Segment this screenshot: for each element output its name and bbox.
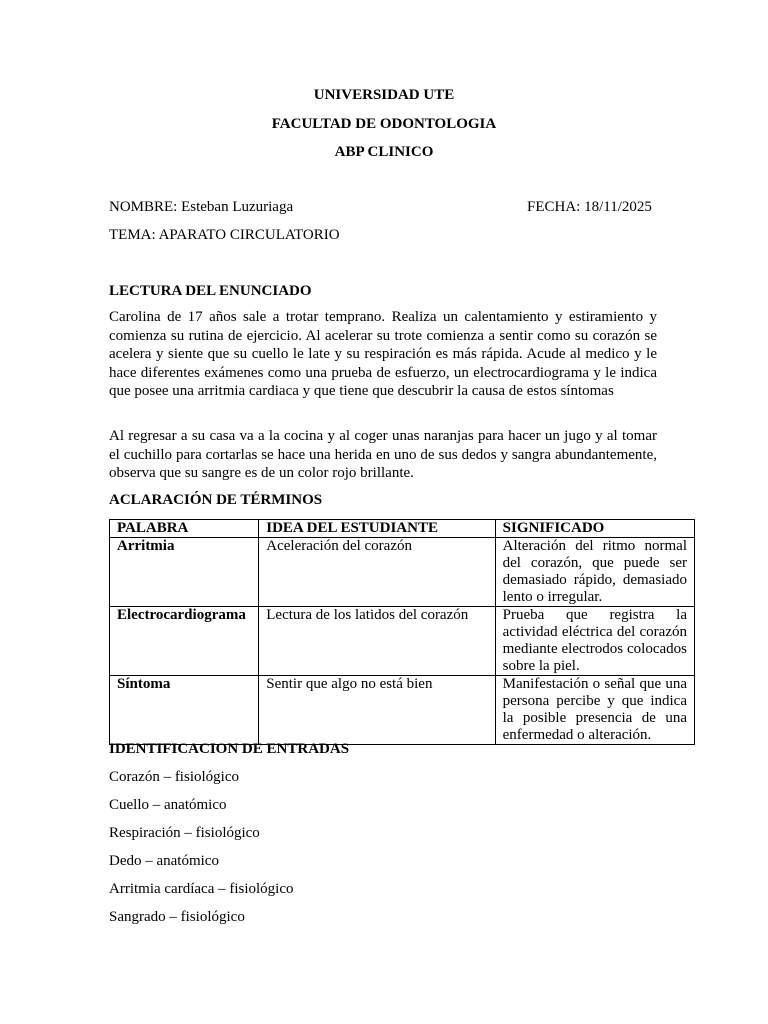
reading-paragraph-2: Al regresar a su casa va a la cocina y al coger unas naranjas para hacer un jugo y al tomar el cuchillo para cortarlas se hace una herida en uno de sus dedos y sangra abundantemente, observa que su sangre es de un color rojo brillante. <box>109 428 657 482</box>
document-topic: TEMA: APARATO CIRCULATORIO <box>109 227 340 243</box>
term-word: Electrocardiograma <box>110 607 259 676</box>
faculty-title: FACULTAD DE ODONTOLOGIA <box>271 116 497 132</box>
term-word: Arritmia <box>110 538 259 607</box>
column-header-meaning: SIGNIFICADO <box>495 520 694 538</box>
list-item: Sangrado – fisiológico <box>109 909 245 925</box>
list-item: Arritmia cardíaca – fisiológico <box>109 881 294 897</box>
student-name: NOMBRE: Esteban Luzuriaga <box>109 199 294 215</box>
column-header-word: PALABRA <box>110 520 259 538</box>
term-meaning: Manifestación o señal que una persona percibe y que indica la posible presencia de una enfermedad o alteración. <box>495 676 694 745</box>
document-date: FECHA: 18/11/2025 <box>527 199 652 215</box>
university-title: UNIVERSIDAD UTE <box>313 87 455 103</box>
list-item: Corazón – fisiológico <box>109 769 239 785</box>
entries-heading: IDENTIFICACION DE ENTRADAS <box>109 741 350 757</box>
terms-heading: ACLARACIÓN DE TÉRMINOS <box>109 492 323 508</box>
column-header-idea: IDEA DEL ESTUDIANTE <box>259 520 495 538</box>
table-header-row <box>110 520 695 538</box>
term-idea: Sentir que algo no está bien <box>259 676 495 745</box>
terms-table <box>109 519 695 745</box>
term-word: Síntoma <box>110 676 259 745</box>
list-item: Dedo – anatómico <box>109 853 219 869</box>
table-row <box>110 538 695 607</box>
list-item: Cuello – anatómico <box>109 797 227 813</box>
reading-heading: LECTURA DEL ENUNCIADO <box>109 283 312 299</box>
course-title: ABP CLINICO <box>334 144 434 160</box>
term-meaning: Prueba que registra la actividad eléctrica del corazón mediante electrodos colocados sobre la piel. <box>495 607 694 676</box>
term-idea: Lectura de los latidos del corazón <box>259 607 495 676</box>
table-row <box>110 607 695 676</box>
term-idea: Aceleración del corazón <box>259 538 495 607</box>
table-row <box>110 676 695 745</box>
term-meaning: Alteración del ritmo normal del corazón, que puede ser demasiado rápido, demasiado lento o irregular. <box>495 538 694 607</box>
list-item: Respiración – fisiológico <box>109 825 260 841</box>
reading-paragraph-1: Carolina de 17 años sale a trotar temprano. Realiza un calentamiento y estiramiento y comienza su rutina de ejercicio. Al acelerar su trote comienza a sentir como su corazón se acelera y siente que su cuello le late y su respiración es más rápida. Acude al medico y le hace diferentes exámenes como una prueba de esfuerzo, un electrocardiograma y le indica que posee una arritmia cardiaca y que tiene que descubrir la causa de estos síntomas <box>109 309 657 400</box>
